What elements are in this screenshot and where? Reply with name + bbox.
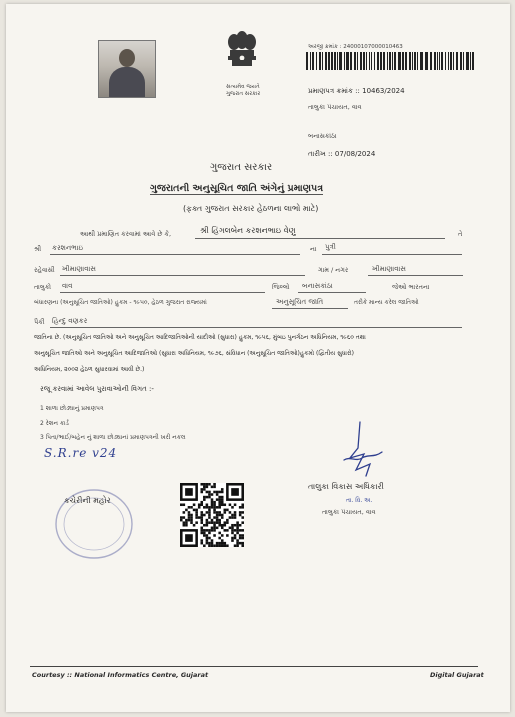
certificate-title: ગુજરાતની અનુસૂચિત જાતિ અંગેનું પ્રમાણપત્ર xyxy=(150,183,324,194)
document-item-1: 1 શાળા છોડ્યાનું પ્રમાણપત્ર xyxy=(40,405,104,412)
certify-suffix: તે xyxy=(458,230,463,238)
recognized-text: તરીકે માન્ય કરેલ જાતિઓ xyxy=(354,299,419,306)
among-label: પૈકી xyxy=(34,318,45,326)
barcode xyxy=(306,52,476,70)
officer-signature xyxy=(330,418,390,480)
brand-text: Digital Gujarat xyxy=(430,671,484,679)
legal-paragraph-line-2: અનુસૂચિત જાતિઓ અને અનુસૂચિત આદિજાતિઓ (સુધારા અધિનિયમ, ૧૯૭૬, સંવિધાન (અનુસૂચિત જાતિઓ)હુકમો (દ્વિતીય સુધારો) xyxy=(34,350,354,357)
courtesy-text: Courtesy :: National Informatics Centre, Gujarat xyxy=(32,671,209,679)
seal-label: કચેરીની મહોર xyxy=(64,496,111,505)
application-id-value: 24000107000010463 xyxy=(343,44,403,50)
government-title: ગુજરાત સરકાર xyxy=(210,162,273,173)
district-value: બનાસકાંઠા xyxy=(302,282,333,290)
relation-label: ના xyxy=(310,245,317,253)
application-id-label: અરજી ક્રમાંક : xyxy=(308,44,342,50)
issue-date-value: 07/08/2024 xyxy=(334,150,376,158)
issue-date-label: તારીખ :: xyxy=(308,150,333,158)
office-seal-stamp xyxy=(44,480,134,562)
father-name: કરશનભાઇ xyxy=(52,244,83,252)
documents-heading: રજૂ કરવામાં આવેલ પુરાવાઓની વિગત :- xyxy=(40,385,154,393)
category-value: અનુસૂચિત જાતિ xyxy=(276,298,324,306)
town-value: ખીમાણાવાસ xyxy=(372,265,406,273)
shri-label: શ્રી xyxy=(34,245,42,253)
taluka-label: તાલુકો xyxy=(34,283,52,291)
certificate-number xyxy=(308,87,405,96)
taluka-value: વાવ xyxy=(62,282,73,290)
handwritten-note: S.R.re v24 xyxy=(44,446,118,460)
officer-office: તાલુકા પંચાયત, વાવ xyxy=(322,508,376,516)
resident-label: રહેવાસી xyxy=(34,266,55,274)
town-label: ગામ / નગર xyxy=(318,266,349,274)
legal-paragraph-line-1: જાતિના છે. (અનુસૂચિત જાતિઓ અને અનુસૂચિત આદિજાતિઓની યાદીઓ (સુધારા) હુકમ, ૧૯૫૬, મુંબઇ પુનર્ગઠન અધિનિયમ, ૧૯૬૦ તથા xyxy=(34,334,366,341)
officer-title: તાલુકા વિકાસ અધિકારી xyxy=(308,482,384,491)
certificate-subtitle: (ફક્ત ગુજરાત સરકાર હેઠળના લાભો માટે) xyxy=(183,204,319,213)
document-item-2: 2 રેશન કાર્ડ xyxy=(40,420,69,427)
emblem-subcaption: ગુજરાત સરકાર xyxy=(226,91,261,97)
emblem-caption: સત્યમેવ જયતે xyxy=(226,84,260,90)
constitution-text: બંધારણના (અનુસૂચિત જાતિઓ) હુકમ - ૧૯૫૦, હેઠળ ગુજરાત રાજ્યમાં xyxy=(34,299,207,306)
citizen-text: જેઓ ભારતના xyxy=(392,283,430,291)
officer-stamp-mark: તા. વિ. અ. xyxy=(346,497,373,504)
document-item-3: 3 પિતા/ભાઈ/બહેન નું શાળા છોડ્યાનાં પ્રમાણપત્રની ખરી નકલ xyxy=(40,434,186,441)
certificate-number-label: પ્રમાણપત્ર ક્રમાંક :: xyxy=(308,87,360,95)
district-label: જિલ્લો xyxy=(272,283,290,291)
certify-text: આથી પ્રમાણિત કરવામાં આવે છે કે, xyxy=(80,230,172,238)
certificate-number-value: 10463/2024 xyxy=(362,87,405,95)
relation-value: પુત્રી xyxy=(325,243,336,251)
issue-date xyxy=(308,150,375,159)
issuing-district: બનાસકાંઠા xyxy=(308,132,337,140)
qr-code xyxy=(180,483,244,547)
applicant-name: શ્રી હિંગલબેન કરશનભાઇ વેણુ xyxy=(200,226,296,235)
application-id xyxy=(308,44,403,51)
caste-value: હિન્દુ વણકર xyxy=(52,317,88,325)
village-value: ખીમાણાવાસ xyxy=(62,265,96,273)
certificate-page xyxy=(6,4,510,712)
applicant-photo xyxy=(98,40,156,98)
legal-paragraph-line-3: અધિનિયમ, ૨૦૦૨ હેઠળ સુધારવામાં આવી છે.) xyxy=(34,366,145,373)
national-emblem-icon xyxy=(222,30,262,82)
issuing-office: તાલુકા પંચાયત, વાવ xyxy=(308,103,362,111)
